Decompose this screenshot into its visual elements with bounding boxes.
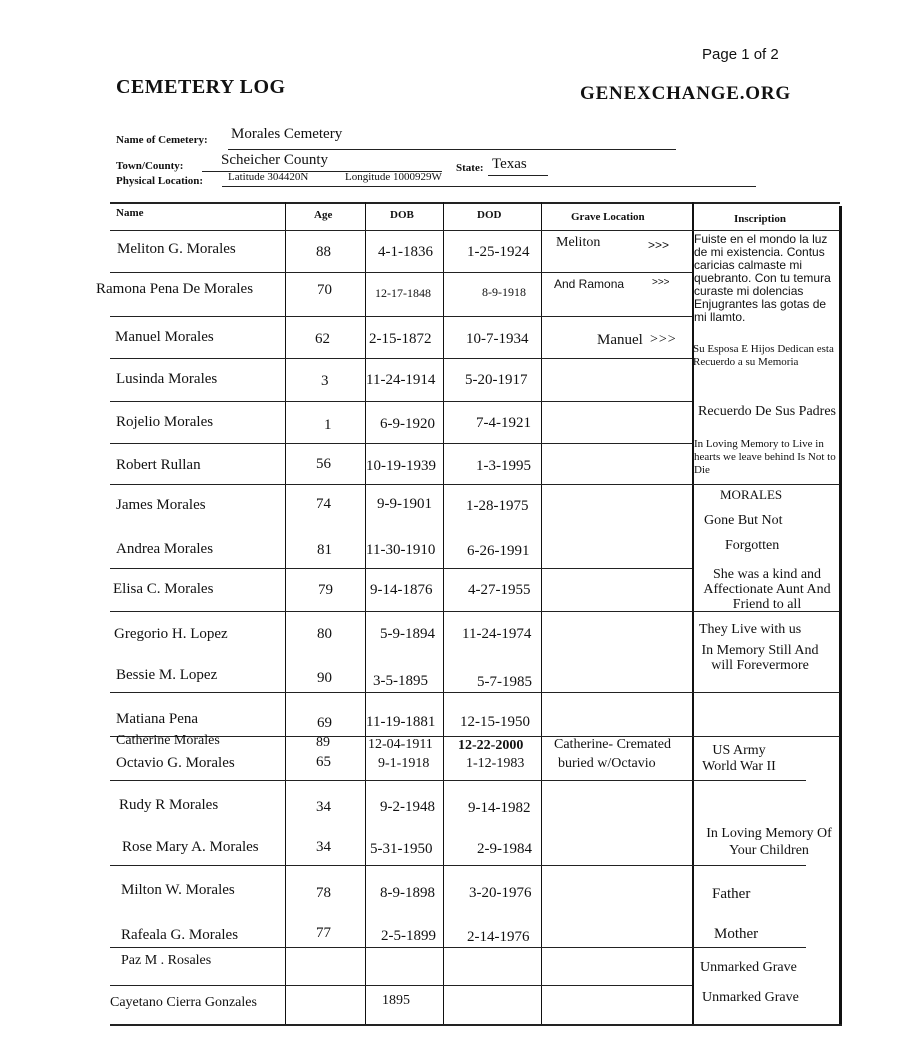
cell-dod: 3-20-1976	[469, 885, 532, 901]
cell-dod: 5-7-1985	[477, 674, 532, 690]
site-name: GENEXCHANGE.ORG	[580, 83, 791, 104]
inscription-text: Father	[712, 886, 751, 902]
state-value: Texas	[492, 156, 527, 172]
cell-dod: 8-9-1918	[482, 285, 526, 299]
cell-dod: 4-27-1955	[468, 582, 531, 598]
cell-dod: 7-4-1921	[476, 415, 531, 431]
row-divider	[110, 358, 692, 359]
location-underline	[222, 186, 756, 187]
row-divider	[110, 443, 692, 444]
cell-dob: 2-5-1899	[381, 928, 436, 944]
grave-arrow: >>>	[648, 238, 670, 252]
cell-dod: 11-24-1974	[462, 626, 532, 642]
row-divider	[110, 568, 692, 569]
inscription-text: She was a kind and Affectionate Aunt And Friend to all	[703, 567, 831, 612]
cell-dod: 12-15-1950	[460, 714, 530, 730]
row-divider	[110, 272, 692, 273]
cell-name: Andrea Morales	[116, 541, 214, 557]
cell-dod: 1-3-1995	[476, 458, 531, 474]
cell-name: Bessie M. Lopez	[116, 667, 218, 683]
cell-dod: 2-14-1976	[467, 929, 530, 945]
inscription-text: Mother	[714, 926, 759, 942]
table-bottom-border	[110, 1024, 842, 1026]
cell-dob: 11-30-1910	[366, 542, 436, 558]
cell-dob: 2-15-1872	[369, 331, 432, 347]
inscription-text: Unmarked Grave	[700, 960, 797, 975]
cell-dod: 10-7-1934	[466, 331, 529, 347]
cell-age: 81	[317, 542, 332, 558]
row-divider	[110, 484, 840, 485]
cell-dob: 9-14-1876	[370, 582, 433, 598]
col-divider-dod	[443, 202, 444, 1024]
cell-dod: 5-20-1917	[465, 372, 528, 388]
col-divider-dob	[365, 202, 366, 1024]
cell-name: Rose Mary A. Morales	[122, 839, 259, 855]
cell-dod: 1-12-1983	[466, 756, 525, 771]
cell-dob: 8-9-1898	[380, 885, 435, 901]
cell-name: Matiana Pena	[116, 711, 199, 727]
cell-age: 65	[316, 754, 331, 770]
cell-dob: 3-5-1895	[373, 673, 428, 689]
cell-dob: 11-24-1914	[366, 372, 436, 388]
inscription-text: MORALES	[720, 487, 783, 502]
inscription-text: In Loving Memory to Live in hearts we leave behind Is Not to Die	[694, 438, 836, 476]
town-label: Town/County:	[116, 160, 184, 172]
cell-age: 62	[315, 331, 330, 347]
cell-name: Cayetano Cierra Gonzales	[110, 995, 257, 1010]
header-name: Name	[116, 207, 144, 219]
cell-age: 34	[316, 839, 331, 855]
cell-dob: 10-19-1939	[366, 458, 436, 474]
location-label: Physical Location:	[116, 175, 204, 187]
inscription-text: Forgotten	[725, 538, 780, 553]
cell-age: 70	[317, 282, 332, 298]
cell-dob: 5-9-1894	[380, 626, 435, 642]
grave-ramona: And Ramona	[554, 277, 625, 291]
cell-age: 79	[318, 582, 333, 598]
row-divider	[110, 947, 806, 948]
state-label: State:	[456, 162, 484, 174]
cell-name: Robert Rullan	[116, 457, 201, 473]
header-dod: DOD	[477, 209, 502, 221]
cell-name: Meliton G. Morales	[117, 241, 236, 257]
inscription-text: They Live with us	[699, 622, 802, 637]
cell-dob: 6-9-1920	[380, 416, 435, 432]
inscription-text: US Army World War II	[702, 743, 776, 774]
cell-dod: 1-25-1924	[467, 244, 530, 260]
latitude: Latitude 304420N	[228, 171, 309, 183]
cell-name: Catherine Morales	[116, 733, 220, 748]
cell-age: 78	[316, 885, 331, 901]
state-underline	[488, 175, 548, 176]
cell-age: 89	[316, 735, 330, 750]
cell-dob: 1895	[382, 993, 410, 1008]
header-age: Age	[314, 209, 333, 221]
inscription-text: Recuerdo De Sus Padres	[697, 404, 837, 419]
inscription-text: Su Esposa E Hijos Dedican esta Recuerdo a su Memoria	[693, 343, 834, 368]
row-divider	[110, 780, 806, 781]
grave-arrow: >>>	[652, 277, 670, 288]
col-divider-age	[285, 202, 286, 1024]
page-number: Page 1 of 2	[702, 46, 779, 63]
table-top-border	[110, 202, 840, 204]
row-divider	[110, 865, 806, 866]
row-divider	[110, 316, 692, 317]
cell-name: Rudy R Morales	[119, 797, 219, 813]
cell-dob: 4-1-1836	[378, 244, 433, 260]
cell-dob: 9-1-1918	[378, 756, 430, 771]
header-grave-location: Grave Location	[571, 211, 645, 223]
cell-dob: 11-19-1881	[366, 714, 436, 730]
cell-dob: 12-17-1848	[375, 286, 431, 300]
cell-age: 80	[317, 626, 332, 642]
cell-age: 88	[316, 244, 331, 260]
row-divider	[110, 692, 840, 693]
col-divider-grave	[541, 202, 542, 1024]
grave-meliton: Meliton	[556, 235, 601, 250]
cell-age: 77	[316, 925, 331, 941]
cell-dob: 5-31-1950	[370, 841, 433, 857]
cell-name: Rafeala G. Morales	[121, 927, 239, 943]
town-value: Scheicher County	[221, 152, 329, 168]
log-title: CEMETERY LOG	[116, 76, 286, 98]
cell-dod: 6-26-1991	[467, 543, 530, 559]
cell-dod: 9-14-1982	[468, 800, 531, 816]
cemetery-label: Name of Cemetery:	[116, 134, 208, 146]
cell-dob: 9-9-1901	[377, 496, 432, 512]
inscription-text: In Memory Still And will Forevermore	[701, 643, 819, 673]
cell-dob: 12-04-1911	[368, 737, 433, 752]
cell-dod: 2-9-1984	[477, 841, 532, 857]
row-divider	[110, 401, 692, 402]
cell-name: Milton W. Morales	[121, 882, 235, 898]
cemetery-underline	[228, 149, 676, 150]
cell-name: Octavio G. Morales	[116, 755, 235, 771]
cell-age: 69	[317, 715, 332, 731]
cell-age: 90	[317, 670, 332, 686]
inscription-text: Fuiste en el mondo la luz de mi existencia. Contus caricias calmaste mi quebranto. Con tu temura curaste mi dolencias Enjugrantes las gotas de mi llamto.	[694, 233, 831, 324]
cell-name: Gregorio H. Lopez	[114, 626, 228, 642]
cell-dod: 12-22-2000	[458, 738, 524, 753]
inscription-text: Unmarked Grave	[702, 990, 799, 1005]
grave-catherine-note-2: buried w/Octavio	[558, 756, 656, 771]
cell-age: 1	[324, 417, 332, 433]
header-inscription: Inscription	[734, 213, 786, 225]
grave-arrow: >>>	[650, 332, 677, 347]
cell-name: Lusinda Morales	[116, 371, 218, 387]
cell-name: Manuel Morales	[115, 329, 214, 345]
cell-dob: 9-2-1948	[380, 799, 435, 815]
inscription-text: In Loving Memory Of Your Children	[706, 826, 832, 858]
cell-name: Rojelio Morales	[116, 414, 214, 430]
cell-age: 74	[316, 496, 331, 512]
cell-dod: 1-28-1975	[466, 498, 529, 514]
cell-age: 34	[316, 799, 331, 815]
header-dob: DOB	[390, 209, 414, 221]
cell-name: Paz M . Rosales	[121, 953, 212, 968]
cell-age: 3	[321, 373, 329, 389]
inscription-text: Gone But Not	[704, 513, 783, 528]
row-divider	[110, 985, 692, 986]
longitude: Longitude 1000929W	[345, 171, 442, 183]
cemetery-value: Morales Cemetery	[231, 126, 343, 142]
cell-name: Ramona Pena De Morales	[96, 281, 254, 297]
grave-catherine-note: Catherine- Cremated	[554, 737, 672, 752]
grave-manuel: Manuel	[597, 332, 643, 348]
header-divider	[110, 230, 840, 231]
cell-name: Elisa C. Morales	[113, 581, 214, 597]
cell-name: James Morales	[116, 497, 206, 513]
cell-age: 56	[316, 456, 331, 472]
